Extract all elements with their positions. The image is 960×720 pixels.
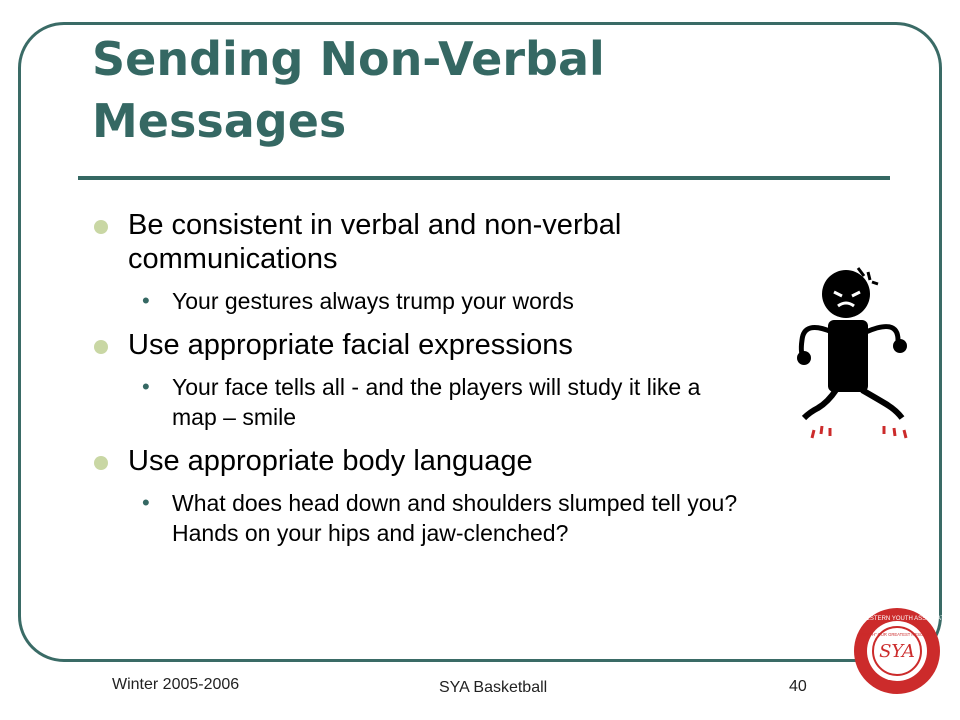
bullet-text: Be consistent in verbal and non-verbal communications: [128, 209, 622, 275]
logo-ring-text: SOUTHWESTERN YOUTH ASSOCIATION: [839, 616, 955, 622]
bullet-item: [90, 444, 750, 478]
bullet-item: [90, 328, 750, 362]
bullet-dot-icon: [94, 340, 108, 354]
sub-bullet-item: [90, 488, 750, 548]
sub-bullet-text: What does head down and shoulders slumped tell you? Hands on your hips and jaw-clenched?: [172, 490, 738, 546]
sya-logo-icon: [839, 606, 955, 696]
footer-title: SYA Basketball: [439, 679, 548, 696]
sub-bullet-item: [90, 286, 750, 316]
sub-bullet-dot-icon: •: [142, 490, 150, 515]
slide-title: Sending Non-Verbal Messages: [92, 32, 605, 148]
logo-inner-text: "YOUTH" OUR GREATEST RESOURCE: [858, 632, 936, 637]
slide-number: 40: [789, 678, 807, 695]
sub-bullet-item: [90, 372, 750, 432]
sub-bullet-dot-icon: •: [142, 288, 150, 313]
sub-bullet-text: Your gestures always trump your words: [172, 288, 574, 314]
logo-center-text: SYA: [879, 641, 915, 662]
footer-date: Winter 2005-2006: [112, 676, 240, 693]
title-divider: [78, 176, 890, 180]
bullet-dot-icon: [94, 456, 108, 470]
bullet-text: Use appropriate facial expressions: [128, 329, 573, 361]
sub-bullet-text: Your face tells all - and the players will study it like a map – smile: [172, 374, 701, 430]
bullet-text: Use appropriate body language: [128, 445, 533, 477]
sub-bullet-dot-icon: •: [142, 374, 150, 399]
bullet-dot-icon: [94, 220, 108, 234]
angry-stick-figure-icon: [780, 262, 920, 442]
bullet-list: [90, 208, 750, 560]
bullet-item: [90, 208, 750, 276]
